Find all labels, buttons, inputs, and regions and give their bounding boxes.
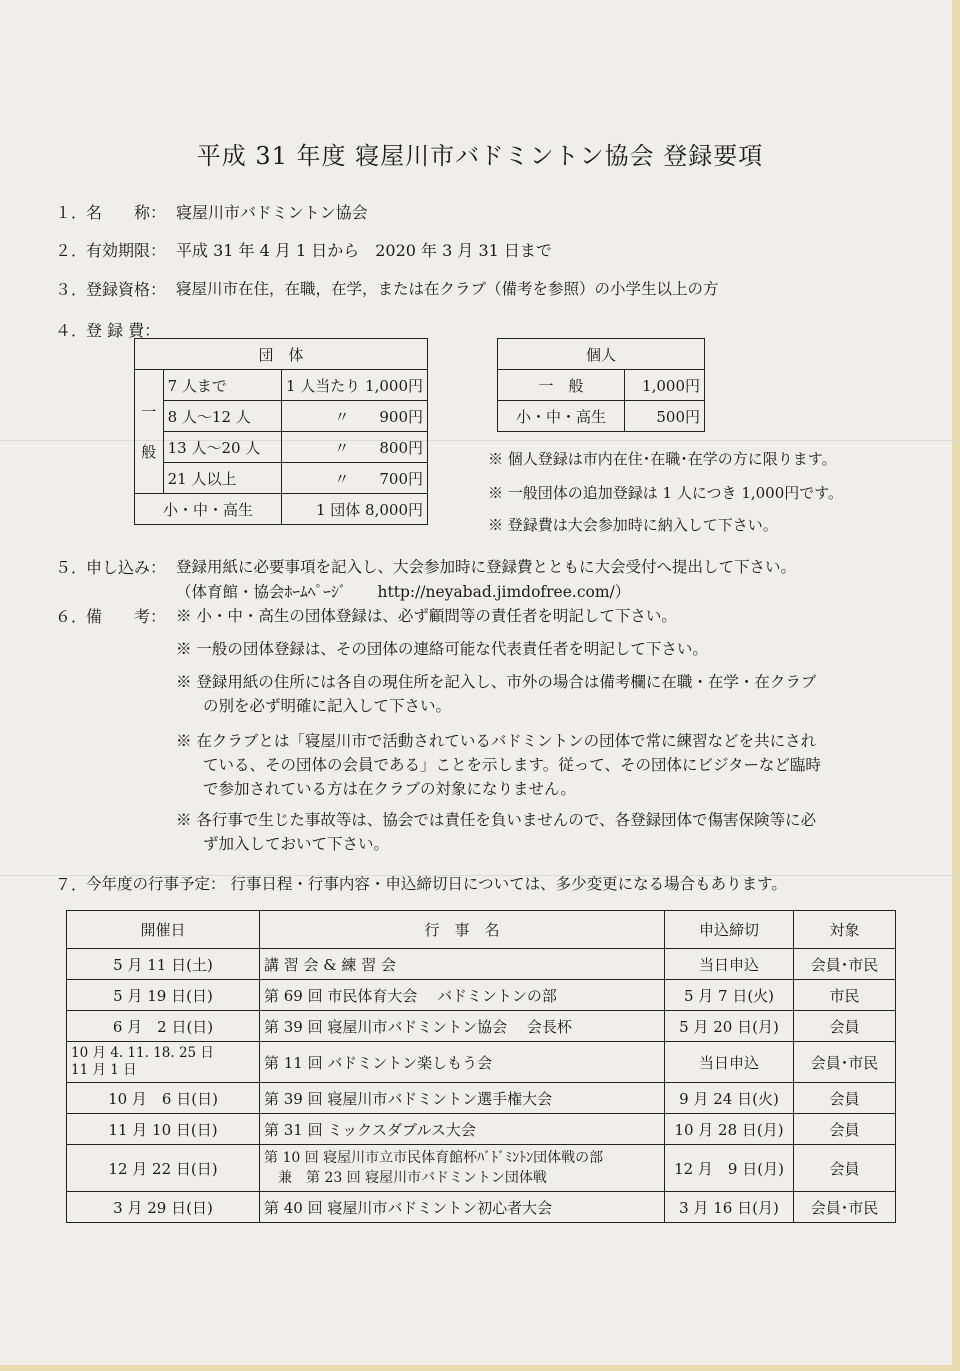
event-target: 会員 bbox=[794, 1011, 896, 1042]
fee-label: 7 人まで bbox=[163, 370, 281, 401]
remark-note: ※ 在クラブとは「寝屋川市で活動されているバドミントンの団体で常に練習などを共にされ bbox=[176, 732, 817, 750]
column-header: 開催日 bbox=[67, 911, 260, 949]
fee-value: 1,000円 bbox=[625, 370, 705, 401]
document-title: 平成 31 年度 寝屋川市バドミントン協会 登録要項 bbox=[196, 142, 764, 170]
event-target: 市民 bbox=[794, 980, 896, 1011]
event-name: 第 69 回 市民体育大会 バドミントンの部 bbox=[260, 980, 665, 1011]
fee-value: 〃 800円 bbox=[281, 432, 427, 463]
event-target: 会員 bbox=[794, 1083, 896, 1114]
table-row bbox=[67, 949, 896, 980]
table-row bbox=[67, 980, 896, 1011]
item-number: ６． bbox=[55, 607, 88, 626]
event-date: 5 月 19 日(日) bbox=[67, 980, 260, 1011]
fee-label: 小・中・高生 bbox=[135, 494, 282, 525]
paper-edge-right bbox=[952, 0, 960, 1371]
fee-label: 一 般 bbox=[498, 370, 625, 401]
event-name: 第 31 回 ミックスダブルス大会 bbox=[260, 1114, 665, 1145]
item-number: ７． bbox=[55, 875, 88, 894]
item-value: 寝屋川市在住，在職，在学，または在クラブ（備考を参照）の小学生以上の方 bbox=[176, 280, 719, 298]
fee-value: 〃 700円 bbox=[281, 463, 427, 494]
event-deadline: 10 月 28 日(月) bbox=[665, 1114, 794, 1145]
event-target: 会員 bbox=[794, 1114, 896, 1145]
side-label: 一 般 bbox=[135, 370, 164, 494]
event-deadline: 5 月 20 日(月) bbox=[665, 1011, 794, 1042]
column-header: 行 事 名 bbox=[260, 911, 665, 949]
table-row bbox=[67, 1011, 896, 1042]
event-date: 5 月 11 日(土) bbox=[67, 949, 260, 980]
event-date: 10 月 6 日(日) bbox=[67, 1083, 260, 1114]
item-number: ３． bbox=[55, 280, 88, 299]
event-deadline: 12 月 9 日(月) bbox=[665, 1145, 794, 1192]
fee-value: 1 団体 8,000円 bbox=[281, 494, 427, 525]
item-number: １． bbox=[55, 203, 88, 222]
event-name: 第 40 回 寝屋川市バドミントン初心者大会 bbox=[260, 1192, 665, 1223]
remark-note: の別を必ず明確に記入して下さい。 bbox=[203, 697, 452, 715]
item-number: ２． bbox=[55, 241, 88, 260]
remark-note: ている、その団体の会員である」ことを示します。従って、その団体にビジターなど臨時 bbox=[203, 756, 821, 774]
event-name: 第 11 回 バドミントン楽しもう会 bbox=[260, 1042, 665, 1083]
remark-note: ※ 小・中・高生の団体登録は、必ず顧問等の責任者を明記して下さい。 bbox=[176, 607, 677, 625]
table-row bbox=[67, 1145, 896, 1192]
item-value: 寝屋川市バドミントン協会 bbox=[176, 203, 368, 222]
table-row bbox=[67, 1192, 896, 1223]
table-row bbox=[67, 1114, 896, 1145]
remark-note: で参加されている方は在クラブの対象になりません。 bbox=[203, 780, 576, 798]
event-name: 第 10 回 寝屋川市立市民体育館杯ﾊﾞﾄﾞﾐﾝﾄﾝ団体戦の部 兼 第 23 回 寝屋川市バドミントン団体戦 bbox=[260, 1145, 665, 1192]
event-deadline: 3 月 16 日(月) bbox=[665, 1192, 794, 1223]
event-target: 会員･市民 bbox=[794, 949, 896, 980]
fee-label: 8 人〜12 人 bbox=[163, 401, 281, 432]
fee-label: 小・中・高生 bbox=[498, 401, 625, 432]
individual-fee-table bbox=[497, 338, 705, 432]
remark-note: ※ 各行事で生じた事故等は、協会では責任を負いませんので、各登録団体で傷害保険等に必 bbox=[176, 811, 817, 829]
fee-value: 500円 bbox=[625, 401, 705, 432]
column-header: 申込締切 bbox=[665, 911, 794, 949]
event-date: 3 月 29 日(日) bbox=[67, 1192, 260, 1223]
event-name: 第 39 回 寝屋川市バドミントン協会 会長杯 bbox=[260, 1011, 665, 1042]
item-number: ５． bbox=[55, 558, 88, 577]
event-date: 10 月 4. 11. 18. 25 日 11 月 1 日 bbox=[67, 1042, 260, 1083]
paper-edge-bottom bbox=[0, 1365, 960, 1371]
remark-note: ※ 登録用紙の住所には各自の現住所を記入し、市外の場合は備考欄に在職・在学・在クラブ bbox=[176, 673, 817, 691]
event-target: 会員･市民 bbox=[794, 1042, 896, 1083]
event-date: 11 月 10 日(日) bbox=[67, 1114, 260, 1145]
item-label: 有効期限： bbox=[86, 241, 167, 260]
fee-label: 21 人以上 bbox=[163, 463, 281, 494]
group-fee-table bbox=[134, 338, 428, 525]
table-header: 団 体 bbox=[135, 339, 428, 370]
event-deadline: 当日申込 bbox=[665, 1042, 794, 1083]
item-label: 登 録 費： bbox=[86, 321, 161, 340]
event-name: 講 習 会 & 練 習 会 bbox=[260, 949, 665, 980]
fee-note: ※ 一般団体の追加登録は 1 人につき 1,000円です。 bbox=[488, 484, 844, 502]
fee-value: 1 人当たり 1,000円 bbox=[281, 370, 427, 401]
event-target: 会員･市民 bbox=[794, 1192, 896, 1223]
remark-note: ず加入しておいて下さい。 bbox=[203, 835, 390, 853]
item-value: 平成 31 年 4 月 1 日から 2020 年 3 月 31 日まで bbox=[176, 241, 552, 260]
item-label: 名 称： bbox=[86, 203, 167, 222]
table-header: 個人 bbox=[498, 339, 705, 370]
remark-note: ※ 一般の団体登録は、その団体の連絡可能な代表責任者を明記して下さい。 bbox=[176, 640, 708, 658]
item-label: 備 考： bbox=[86, 607, 167, 626]
item-label: 登録資格： bbox=[86, 280, 167, 299]
event-schedule-table bbox=[66, 910, 896, 1223]
event-deadline: 9 月 24 日(火) bbox=[665, 1083, 794, 1114]
event-date: 6 月 2 日(日) bbox=[67, 1011, 260, 1042]
event-name: 第 39 回 寝屋川市バドミントン選手権大会 bbox=[260, 1083, 665, 1114]
item-number: ４． bbox=[55, 321, 88, 340]
fee-note: ※ 登録費は大会参加時に納入して下さい。 bbox=[488, 516, 778, 534]
column-header: 対象 bbox=[794, 911, 896, 949]
event-deadline: 5 月 7 日(火) bbox=[665, 980, 794, 1011]
item-label: 申し込み： bbox=[86, 558, 167, 577]
schedule-note: 今年度の行事予定： 行事日程・行事内容・申込締切日については、多少変更になる場合もあります。 bbox=[86, 875, 787, 893]
event-target: 会員 bbox=[794, 1145, 896, 1192]
table-row bbox=[67, 1083, 896, 1114]
fee-note: ※ 個人登録は市内在住･在職･在学の方に限ります。 bbox=[488, 450, 837, 468]
fee-label: 13 人〜20 人 bbox=[163, 432, 281, 463]
website-note: （体育館・協会ﾎｰﾑﾍﾟｰｼﾞ http://neyabad.jimdofree.com/） bbox=[176, 583, 631, 601]
event-date: 12 月 22 日(日) bbox=[67, 1145, 260, 1192]
fee-value: 〃 900円 bbox=[281, 401, 427, 432]
event-deadline: 当日申込 bbox=[665, 949, 794, 980]
item-value: 登録用紙に必要事項を記入し、大会参加時に登録費とともに大会受付へ提出して下さい。 bbox=[176, 558, 797, 576]
table-row bbox=[67, 1042, 896, 1083]
